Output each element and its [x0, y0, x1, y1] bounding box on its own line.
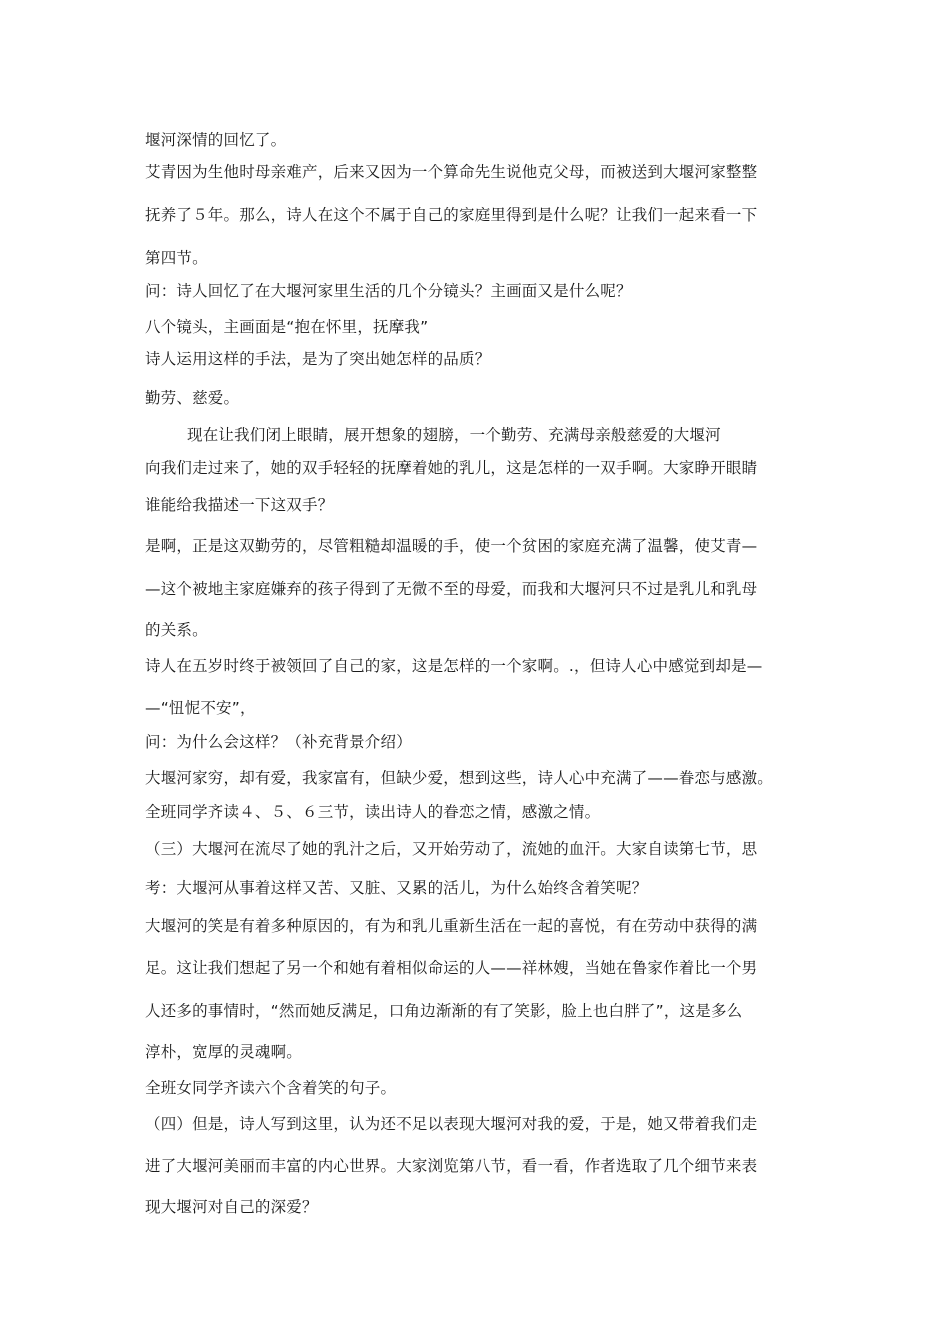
text-line: 现在让我们闭上眼睛，展开想象的翅膀，一个勤劳、充满母亲般慈爱的大堰河: [187, 426, 721, 444]
text-line: 问：诗人回忆了在大堰河家里生活的几个分镜头？主画面又是什么呢？: [145, 282, 632, 300]
text-line: 淳朴，宽厚的灵魂啊。: [145, 1043, 303, 1061]
text-line: （三）大堰河在流尽了她的乳汁之后，又开始劳动了，流她的血汗。大家自读第七节，思: [145, 840, 758, 858]
text-line: 问：为什么会这样？（补充背景介绍）: [145, 733, 412, 751]
text-line: 的关系。: [145, 621, 208, 639]
text-line: （四）但是，诗人写到这里，认为还不足以表现大堰河对我的爱，于是，她又带着我们走: [145, 1115, 758, 1133]
text-line: 艾青因为生他时母亲难产，后来又因为一个算命先生说他克父母，而被送到大堰河家整整: [145, 163, 758, 181]
text-line: 向我们走过来了，她的双手轻轻的抚摩着她的乳儿，这是怎样的一双手啊。大家睁开眼睛: [145, 459, 758, 477]
text-line: 全班同学齐读４、５、６三节，读出诗人的眷恋之情，感激之情。: [145, 803, 601, 821]
text-line: 考：大堰河从事着这样又苦、又脏、又累的活儿，为什么始终含着笑呢？: [145, 879, 648, 897]
text-line: 大堰河的笑是有着多种原因的，有为和乳儿重新生活在一起的喜悦，有在劳动中获得的满: [145, 917, 758, 935]
text-line: 八个镜头，主画面是“抱在怀里，抚摩我”: [145, 318, 429, 336]
text-line: 第四节。: [145, 249, 208, 267]
text-line: 谁能给我描述一下这双手？: [145, 496, 334, 514]
text-line: 抚养了５年。那么，诗人在这个不属于自己的家庭里得到是什么呢？让我们一起来看一下: [145, 206, 758, 224]
text-line: 堰河深情的回忆了。: [145, 131, 287, 149]
text-line: 人还多的事情时，“然而她反满足，口角边渐渐的有了笑影，脸上也白胖了”，这是多么: [145, 1002, 743, 1020]
text-line: —“忸怩不安”，: [145, 699, 256, 717]
text-line: 进了大堰河美丽而丰富的内心世界。大家浏览第八节，看一看，作者选取了几个细节来表: [145, 1157, 758, 1175]
text-line: 现大堰河对自己的深爱？: [145, 1198, 318, 1216]
text-line: 足。这让我们想起了另一个和她有着相似命运的人——祥林嫂，当她在鲁家作着比一个男: [145, 959, 758, 977]
text-line: 诗人在五岁时终于被领回了自己的家，这是怎样的一个家啊。.，但诗人心中感觉到却是—: [145, 657, 763, 675]
text-line: 是啊，正是这双勤劳的，尽管粗糙却温暖的手，使一个贫困的家庭充满了温馨，使艾青—: [145, 537, 758, 555]
text-line: 全班女同学齐读六个含着笑的句子。: [145, 1079, 397, 1097]
text-line: 诗人运用这样的手法，是为了突出她怎样的品质？: [145, 350, 491, 368]
text-line: 勤劳、慈爱。: [145, 389, 240, 407]
text-line: 大堰河家穷，却有爱，我家富有，但缺少爱，想到这些，诗人心中充满了——眷恋与感激。: [145, 769, 774, 787]
text-line: —这个被地主家庭嫌弃的孩子得到了无微不至的母爱，而我和大堰河只不过是乳儿和乳母: [145, 580, 758, 598]
